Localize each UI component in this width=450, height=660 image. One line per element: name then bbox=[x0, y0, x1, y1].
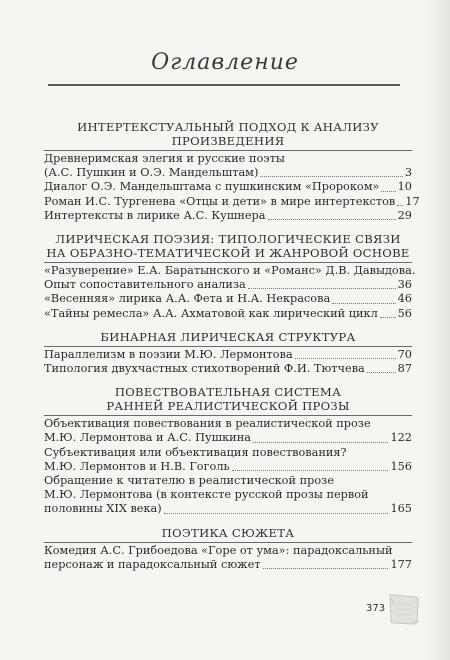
entry-title-line: М.Ю. Лермонтов и Н.В. Гоголь bbox=[44, 459, 230, 473]
toc-entry[interactable] bbox=[44, 474, 412, 517]
title-rule bbox=[48, 84, 400, 86]
dot-leader bbox=[164, 513, 389, 514]
dot-leader bbox=[260, 176, 402, 177]
entry-title-line: «Весенняя» лирика А.А. Фета и Н.А. Некрасова bbox=[44, 292, 331, 306]
entry-title-line: Интертексты в лирике А.С. Кушнера bbox=[44, 208, 266, 222]
toc-entry[interactable] bbox=[44, 292, 412, 306]
entry-page-number: 46 bbox=[397, 292, 412, 306]
toc-entry[interactable] bbox=[44, 194, 420, 209]
entry-title-line: Объективация повествования в реалистической прозе bbox=[44, 417, 371, 431]
section-heading: ЛИРИЧЕСКАЯ ПОЭЗИЯ: ТИПОЛОГИЧЕСКИЕ СВЯЗИ bbox=[55, 232, 401, 247]
toc-entry[interactable] bbox=[44, 544, 412, 572]
page-edge-shadow bbox=[424, 0, 450, 660]
entry-title-line: персонаж и парадоксальный сюжет bbox=[44, 557, 261, 571]
toc-section bbox=[44, 385, 412, 516]
toc-entry[interactable] bbox=[44, 180, 412, 194]
dot-leader bbox=[268, 219, 396, 220]
entry-page-number: 87 bbox=[397, 362, 412, 376]
entry-page-number: 10 bbox=[397, 180, 412, 194]
entry-title-line: Параллелизм в поэзии М.Ю. Лермонтова bbox=[44, 347, 293, 361]
toc-entry[interactable] bbox=[44, 152, 412, 180]
toc-section bbox=[44, 526, 412, 572]
toc-entry[interactable] bbox=[44, 362, 412, 376]
toc-entry[interactable] bbox=[44, 446, 412, 474]
dot-leader bbox=[332, 303, 395, 304]
entry-page-number: 70 bbox=[397, 347, 412, 361]
entry-page-number: 165 bbox=[390, 502, 412, 516]
toc-entry[interactable] bbox=[44, 307, 412, 321]
section-rule bbox=[44, 415, 412, 416]
section-heading: ИНТЕРТЕКСТУАЛЬНЫЙ ПОДХОД К АНАЛИЗУ bbox=[77, 120, 379, 134]
section-rule bbox=[44, 262, 412, 263]
dot-leader bbox=[253, 442, 388, 443]
dot-leader bbox=[397, 205, 403, 206]
section-heading: ПРОИЗВЕДЕНИЯ bbox=[171, 134, 285, 148]
page-title: Оглавление bbox=[151, 50, 299, 75]
entry-title-line: Опыт сопоставительного анализа bbox=[44, 278, 246, 292]
dot-leader bbox=[381, 191, 395, 192]
dot-leader bbox=[380, 317, 396, 318]
dot-leader bbox=[367, 372, 396, 373]
entry-title-line: «Разуверение» Е.А. Баратынского и «Романс» Д.В. Давыдова. bbox=[44, 264, 416, 278]
entry-title-line: Комедия А.С. Грибоедова «Горе от ума»: парадоксальный bbox=[44, 543, 393, 557]
entry-page-number: 156 bbox=[390, 459, 412, 473]
toc-entry[interactable] bbox=[44, 209, 412, 223]
entry-page-number: 29 bbox=[397, 208, 412, 222]
entry-page-number: 122 bbox=[390, 431, 412, 445]
section-heading: БИНАРНАЯ ЛИРИЧЕСКАЯ СТРУКТУРА bbox=[100, 329, 356, 344]
entry-title-line: (А.С. Пушкин и О.Э. Мандельштам) bbox=[44, 166, 259, 180]
entry-page-number: 177 bbox=[390, 557, 412, 571]
page-number: 373 bbox=[366, 603, 386, 614]
entry-title-line: Древнеримская элегия и русские поэты bbox=[44, 152, 285, 165]
toc-section bbox=[44, 330, 412, 376]
dot-leader bbox=[248, 288, 396, 289]
toc-entry[interactable] bbox=[44, 264, 416, 292]
section-heading: ПОЭТИКА СЮЖЕТА bbox=[161, 525, 295, 540]
entry-title-line: Типология двухчастных стихотворений Ф.И. Тютчева bbox=[44, 362, 365, 376]
toc-section bbox=[44, 120, 420, 223]
entry-page-number: 36 bbox=[397, 278, 412, 292]
scroll-ornament-icon bbox=[384, 592, 424, 628]
entry-page-number: 3 bbox=[404, 166, 412, 180]
section-heading: НА ОБРАЗНО-ТЕМАТИЧЕСКОЙ И ЖАНРОВОЙ ОСНОВЕ bbox=[46, 246, 410, 261]
entry-page-number: 17 bbox=[405, 194, 420, 208]
entry-title-line: Субъективация или объективация повествования? bbox=[44, 445, 347, 459]
entry-title-line: половины XIX века) bbox=[44, 502, 162, 516]
entry-title-line: М.Ю. Лермонтова и А.С. Пушкина bbox=[44, 431, 251, 445]
section-rule bbox=[44, 346, 412, 347]
dot-leader bbox=[263, 568, 389, 569]
dot-leader bbox=[295, 358, 396, 359]
toc-section bbox=[44, 232, 416, 321]
entry-title-line: Диалог О.Э. Мандельштама с пушкинским «Пророком» bbox=[44, 180, 380, 194]
toc-entry[interactable] bbox=[44, 348, 412, 362]
entry-title-line: «Тайны ремесла» А.А. Ахматовой как лирический цикл bbox=[44, 306, 378, 320]
section-heading: РАННЕЙ РЕАЛИСТИЧЕСКОЙ ПРОЗЫ bbox=[106, 399, 350, 414]
dot-leader bbox=[232, 470, 389, 471]
entry-page-number: 56 bbox=[397, 306, 412, 320]
section-rule bbox=[44, 542, 412, 543]
entry-title-line: Обращение к читателю в реалистической прозе bbox=[44, 474, 335, 488]
section-heading: ПОВЕСТВОВАТЕЛЬНАЯ СИСТЕМА bbox=[114, 385, 342, 400]
toc-entry[interactable] bbox=[44, 417, 412, 445]
entry-title-line: Роман И.С. Тургенева «Отцы и дети» в мире интертекстов bbox=[44, 194, 396, 208]
section-rule bbox=[44, 150, 412, 151]
entry-title-line: М.Ю. Лермонтова (в контексте русской прозы первой bbox=[44, 488, 369, 502]
table-of-contents bbox=[44, 120, 420, 581]
